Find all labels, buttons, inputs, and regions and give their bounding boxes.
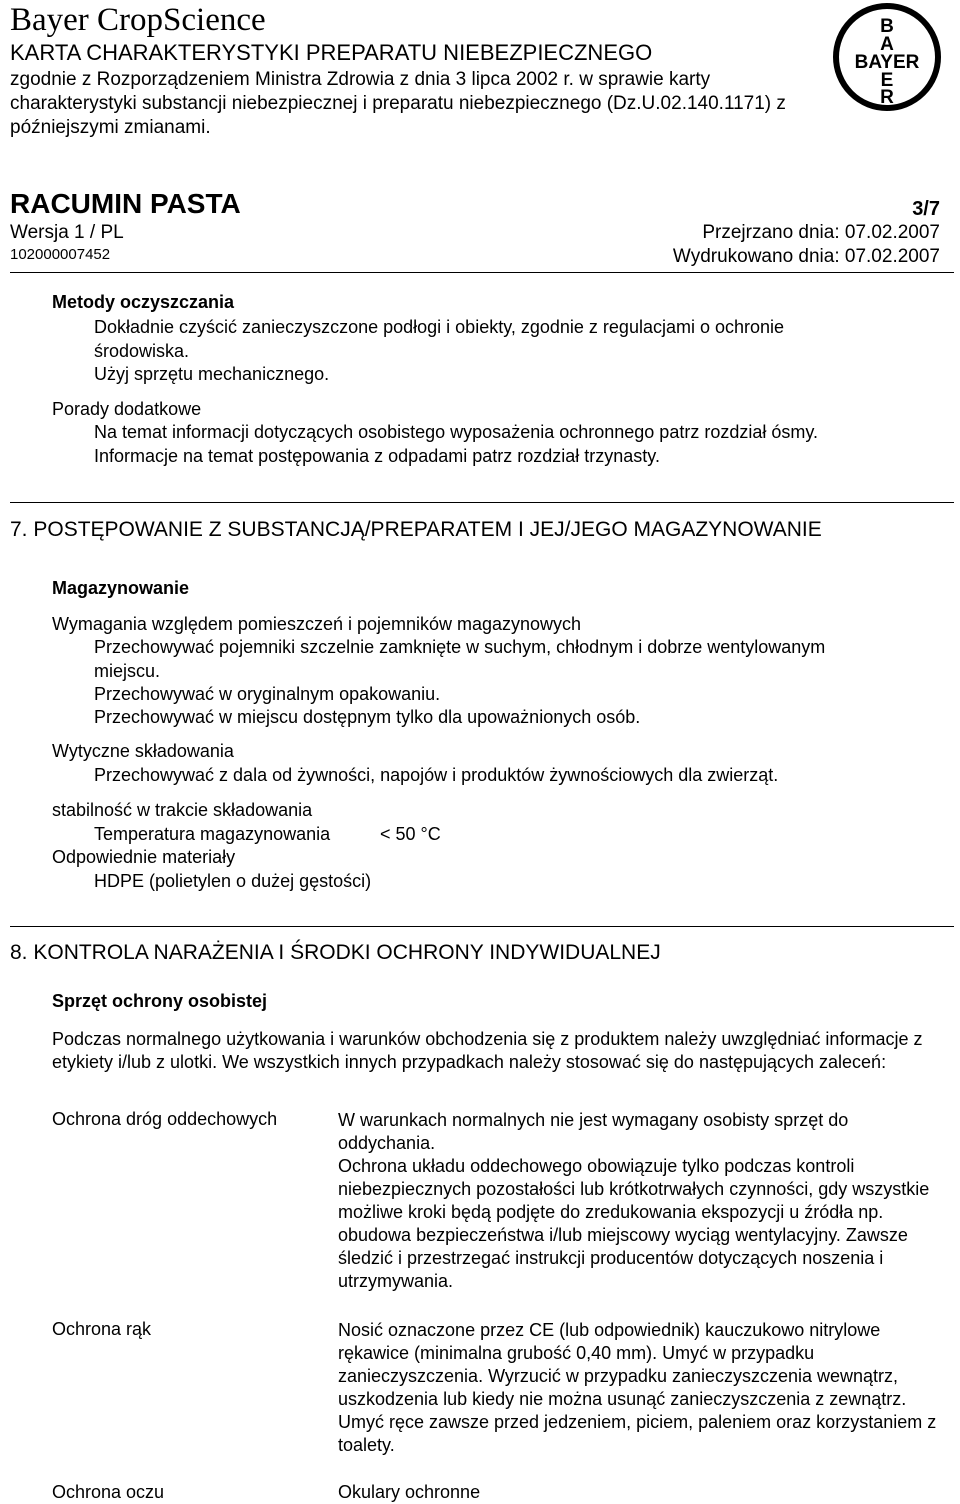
product-name: RACUMIN PASTA [10, 188, 241, 219]
advice-line-1: Na temat informacji dotyczących osobistego wyposażenia ochronnego patrz rozdział ósmy. [94, 422, 819, 442]
logo-letter-e: E [880, 70, 894, 91]
requirement-1: Przechowywać pojemniki szczelnie zamknięte w suchym, chłodnym i dobrze wentylowanym [94, 637, 826, 657]
version-label: Wersja 1 / PL [10, 222, 124, 243]
cleanup-line-3: Użyj sprzętu mechanicznego. [94, 364, 330, 384]
respiratory-label: Ochrona dróg oddechowych [52, 1109, 278, 1129]
materials-heading: Odpowiednie materiały [52, 847, 236, 867]
logo-letter-b: B [880, 16, 894, 37]
bayer-cross-logo [832, 2, 942, 112]
ppe-intro: Podczas normalnego użytkowania i warunków obchodzenia się z produktem należy uwzględniać informacje z etykiety i/lub z ulotki. We wszystkich innych przypadkach należy stosować się do następujących zaleceń: [52, 1029, 923, 1072]
stability-heading: stabilność w trakcie składowania [52, 800, 313, 820]
advice-line-2: Informacje na temat postępowania z odpadami patrz rozdział trzynasty. [94, 446, 660, 466]
section-7-divider [10, 502, 954, 503]
requirement-1-cont: miejscu. [94, 661, 161, 681]
logo-letter-r: R [880, 87, 894, 108]
section-8-divider [10, 926, 954, 927]
eye-text: Okulary ochronne [338, 1482, 481, 1502]
requirement-2: Przechowywać w oryginalnym opakowaniu. [94, 684, 441, 704]
guideline-1: Przechowywać z dala od żywności, napojów i produktów żywnościowych dla zwierząt. [94, 765, 779, 785]
cleanup-line-2: środowiska. [94, 341, 190, 361]
logo-word-bayer: BAYER [854, 52, 920, 73]
brand-name: Bayer CropScience [10, 2, 266, 38]
hand-label: Ochrona rąk [52, 1319, 152, 1339]
storage-temp-label: Temperatura magazynowania [94, 824, 331, 844]
document-title: KARTA CHARAKTERYSTYKI PREPARATU NIEBEZPIECZNEGO [10, 40, 653, 65]
storage-heading: Magazynowanie [52, 578, 190, 598]
section-8-title: 8. KONTROLA NARAŻENIA I ŚRODKI OCHRONY INDYWIDUALNEJ [10, 941, 661, 964]
logo-letter-a: A [880, 34, 894, 55]
cleanup-line-1: Dokładnie czyścić zanieczyszczone podłogi i obiekty, zgodnie z regulacjami o ochronie [94, 317, 785, 337]
requirements-heading: Wymagania względem pomieszczeń i pojemników magazynowych [52, 614, 582, 634]
eye-label: Ochrona oczu [52, 1482, 165, 1502]
regulation-text: zgodnie z Rozporządzeniem Ministra Zdrowia z dnia 3 lipca 2002 r. w sprawie karty charakterystyki substancji niebezpiecznej i preparatu niebezpiecznego (Dz.U.02.140.1171) z późniejszymi zmianami. [10, 69, 786, 138]
section-7-title: 7. POSTĘPOWANIE Z SUBSTANCJĄ/PREPARATEM I JEJ/JEGO MAGAZYNOWANIE [10, 518, 822, 541]
ppe-heading: Sprzęt ochrony osobistej [52, 991, 268, 1011]
header-divider [10, 272, 954, 273]
respiratory-text: W warunkach normalnych nie jest wymagany osobisty sprzęt do oddychania. Ochrona układu oddechowego obowiązuje tylko podczas kontroli niebezpiecznych pozostałości lub krótkotrwałych czynności, gdy wszystkie możliwe kroki będą podjęte do zredukowania ekspozycji u źródła np. obudowa bezpieczeństwa i/lub miejscowy wyciąg wentylacyjny. Zawsze śledzić i przestrzegać instrukcji producentów dotyczących noszenia i utrzymywania. [338, 1110, 930, 1291]
page-number: 3/7 [912, 198, 940, 220]
cleanup-heading: Metody oczyszczania [52, 292, 235, 312]
requirement-3: Przechowywać w miejscu dostępnym tylko dla upoważnionych osób. [94, 707, 641, 727]
product-code: 102000007452 [10, 246, 111, 263]
materials-value: HDPE (polietylen o dużej gęstości) [94, 871, 372, 891]
reviewed-date: Przejrzano dnia: 07.02.2007 [702, 222, 940, 243]
storage-temp-value: < 50 °C [380, 824, 441, 844]
hand-text: Nosić oznaczone przez CE (lub odpowiednik) kauczukowo nitrylowe rękawice (minimalna grubość 0,40 mm). Umyć w przypadku zanieczyszczenia. Wyrzucić w przypadku zanieczyszczenia wewnątrz, uszkodzenia lub kiedy nie można usunąć zanieczyszczenia z zewnątrz. Umyć ręce zawsze przed jedzeniem, piciem, paleniem oraz korzystaniem z toalety. [338, 1320, 937, 1455]
printed-date: Wydrukowano dnia: 07.02.2007 [672, 246, 940, 267]
advice-heading: Porady dodatkowe [52, 399, 202, 419]
guidelines-heading: Wytyczne składowania [52, 741, 234, 761]
